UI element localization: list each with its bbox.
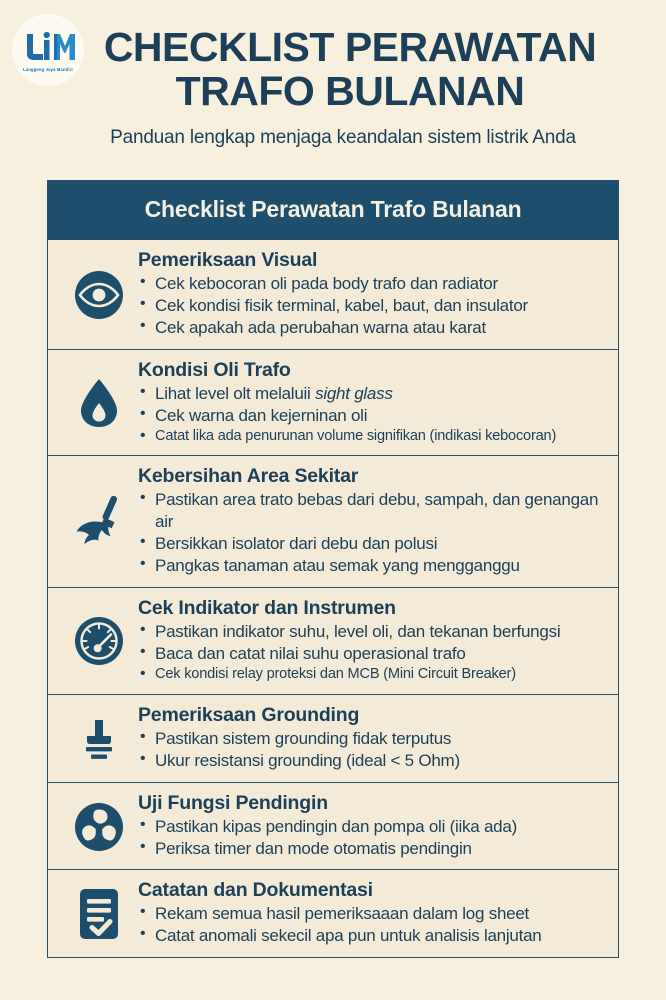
list-item: • Cek apakah ada perubahan warna atau karat xyxy=(138,317,602,339)
page-subtitle: Panduan lengkap menjaga keandalan sistem listrik Anda xyxy=(110,126,576,148)
list-item: • Pastikan sistem grounding fidak terputus xyxy=(138,728,602,750)
list-item: • Baca dan catat nilai suhu operasional trafo xyxy=(138,643,602,665)
checklist-section-documentation xyxy=(48,870,618,957)
section-title: Kebersihan Area Sekitar xyxy=(138,465,359,488)
list-item: • Pastikan area trato bebas dari debu, sampah, dan genangan air xyxy=(138,489,602,533)
section-bullet-list xyxy=(138,816,602,860)
list-item xyxy=(138,383,602,405)
broom-icon xyxy=(60,491,138,551)
grounding-icon xyxy=(60,712,138,764)
section-title: Catatan dan Dokumentasi xyxy=(138,879,373,902)
gauge-icon xyxy=(60,613,138,667)
section-title: Pemeriksaan Visual xyxy=(138,249,318,271)
section-content xyxy=(138,597,606,684)
page-header xyxy=(0,0,666,149)
list-item: • Ukur resistansi grounding (ideal < 5 Ohm) xyxy=(138,750,602,772)
section-content xyxy=(138,704,606,772)
section-title: Pemeriksaan Grounding xyxy=(138,703,360,726)
list-item: • Pastikan kipas pendingin dan pompa oli (iika ada) xyxy=(138,816,602,838)
list-item-emphasis: sight glass xyxy=(315,383,393,403)
list-item: • Cek kondisi relay proteksi dan MCB (Mini Circuit Breaker) xyxy=(138,665,602,684)
section-bullet-list xyxy=(138,273,602,339)
page-title-line1: CHECKLIST PERAWATAN xyxy=(103,24,597,70)
fan-icon xyxy=(60,799,138,853)
checklist-section-grounding xyxy=(48,695,618,783)
section-bullet-list xyxy=(138,728,602,772)
oil-drop-icon xyxy=(60,374,138,430)
list-item: • Catat lika ada penurunan volume signifikan (indikasi kebocoran) xyxy=(138,427,602,446)
checklist-card xyxy=(47,180,619,958)
section-content xyxy=(138,359,606,446)
logo-tagline: Langgeng Jaya Mandiri xyxy=(23,67,73,72)
list-item: • Pastikan indikator suhu, level oli, dan tekanan berfungsi xyxy=(138,621,602,643)
list-item: • Cek kebocoran oli pada body trafo dan radiator xyxy=(138,273,602,295)
checklist-section-cleanliness xyxy=(48,456,618,588)
logo-ljm-mark xyxy=(21,28,75,66)
section-title: Kondisi Oli Trafo xyxy=(138,358,291,381)
section-bullet-list xyxy=(138,903,602,947)
eye-icon xyxy=(60,267,138,321)
section-bullet-list xyxy=(138,621,602,684)
list-item: • Catat anomali sekecil apa pun untuk analisis lanjutan xyxy=(138,925,602,947)
company-logo xyxy=(12,14,84,86)
list-item: • Cek warna dan kejerninan oli xyxy=(138,405,602,427)
section-content xyxy=(138,792,606,860)
section-content xyxy=(138,465,606,577)
checklist-section-visual xyxy=(48,240,618,350)
checklist-section-indicators xyxy=(48,588,618,695)
page-title xyxy=(26,26,640,114)
list-item: • Bersikkan isolator dari debu dan polusi xyxy=(138,533,602,555)
checklist-section-oil xyxy=(48,350,618,457)
list-item: • Cek kondisi fisik terminal, kabel, baut, dan insulator xyxy=(138,295,602,317)
section-bullet-list xyxy=(138,489,602,577)
section-title: Uji Fungsi Pendingin xyxy=(138,791,328,814)
document-check-icon xyxy=(60,884,138,942)
section-title: Cek Indikator dan Instrumen xyxy=(138,597,396,620)
section-bullet-list xyxy=(138,383,602,446)
list-item-text: Lihat level olt melaluii xyxy=(155,383,316,403)
list-item: • Rekam semua hasil pemeriksaaan dalam log sheet xyxy=(138,903,602,925)
section-content xyxy=(138,879,606,947)
section-content xyxy=(138,249,606,339)
list-item: • Pangkas tanaman atau semak yang mengganggu xyxy=(138,555,602,577)
page-title-line2: TRAFO BULANAN xyxy=(175,67,525,114)
checklist-section-cooling xyxy=(48,783,618,871)
checklist-card-header: Checklist Perawatan Trafo Bulanan xyxy=(48,181,618,240)
list-item: • Periksa timer dan mode otomatis pendingin xyxy=(138,838,602,860)
